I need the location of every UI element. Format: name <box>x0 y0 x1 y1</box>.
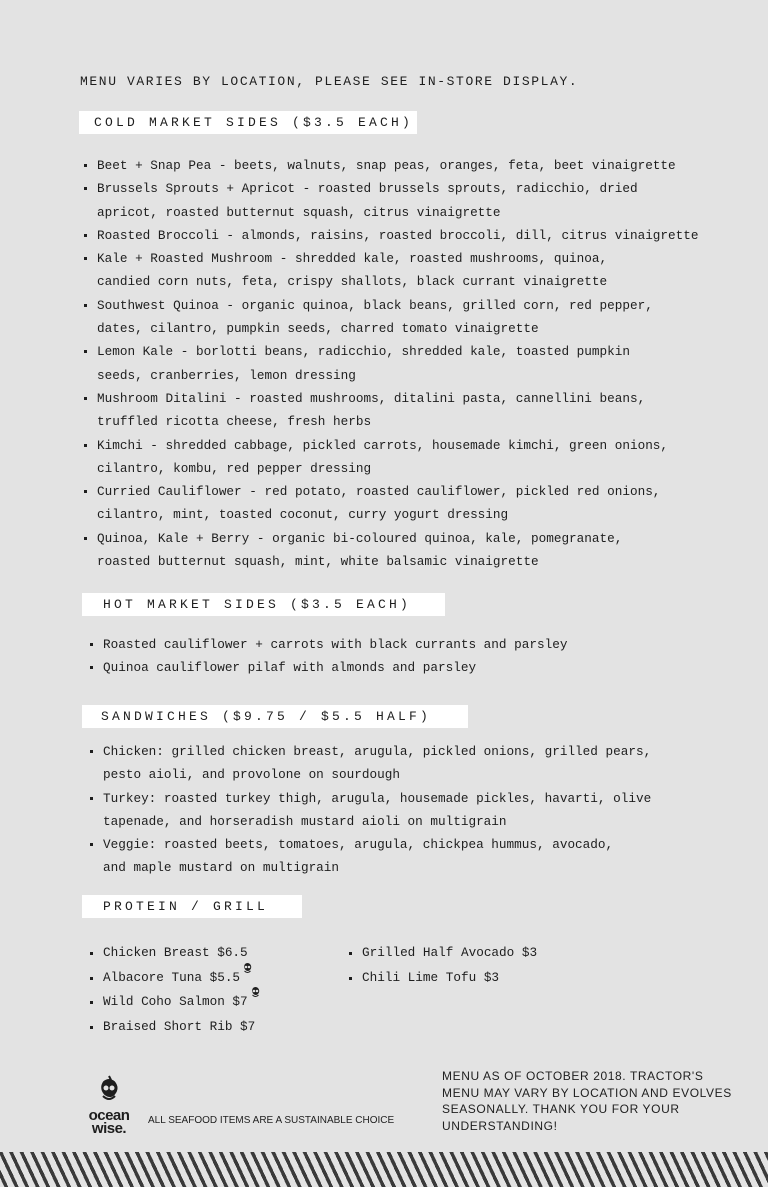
menu-item-line: truffled ricotta cheese, fresh herbs <box>97 414 372 430</box>
menu-item <box>103 740 651 787</box>
menu-item-line: Turkey: roasted turkey thigh, arugula, housemade pickles, havarti, olive <box>103 790 652 806</box>
protein-item-label: Chili Lime Tofu $3 <box>362 969 500 985</box>
location-notice: MENU VARIES BY LOCATION, PLEASE SEE IN-STORE DISPLAY. <box>80 74 579 89</box>
menu-item-line: Mushroom Ditalini - roasted mushrooms, ditalini pasta, cannellini beans, <box>97 390 646 406</box>
hot-sides-header: HOT MARKET SIDES ($3.5 EACH) <box>82 593 445 616</box>
menu-item-line: Brussels Sprouts + Apricot - roasted brussels sprouts, radicchio, dried <box>97 181 638 197</box>
seafood-note: ALL SEAFOOD ITEMS ARE A SUSTAINABLE CHOICE <box>148 1115 395 1126</box>
menu-item <box>103 833 651 880</box>
menu-item <box>97 480 699 527</box>
menu-item <box>97 224 699 247</box>
protein-list-col2 <box>362 941 537 990</box>
menu-item <box>97 154 699 177</box>
menu-item <box>103 656 567 679</box>
menu-item <box>97 387 699 434</box>
menu-item-line: and maple mustard on multigrain <box>103 860 340 876</box>
menu-item-line: Veggie: roasted beets, tomatoes, arugula, chickpea hummus, avocado, <box>103 837 614 853</box>
menu-item-line: Curried Cauliflower - red potato, roasted cauliflower, pickled red onions, <box>97 484 661 500</box>
menu-item <box>97 177 699 224</box>
menu-item-line: Quinoa cauliflower pilaf with almonds and parsley <box>103 660 477 676</box>
menu-disclaimer: MENU AS OF OCTOBER 2018. TRACTOR'S MENU MAY VARY BY LOCATION AND EVOLVES SEASONALLY. THANK YOU FOR YOUR UNDERSTANDING! <box>442 1069 732 1133</box>
menu-item <box>97 340 699 387</box>
menu-item <box>103 787 651 834</box>
protein-item-label: Albacore Tuna $5.5 <box>103 969 241 985</box>
protein-item <box>103 941 262 966</box>
protein-item <box>362 941 537 966</box>
protein-item <box>103 966 262 991</box>
menu-item <box>103 633 567 656</box>
menu-item-line: cilantro, mint, toasted coconut, curry yogurt dressing <box>97 507 509 523</box>
ocean-wise-logo <box>84 1074 134 1135</box>
menu-item <box>97 247 699 294</box>
menu-item-line: Chicken: grilled chicken breast, arugula, pickled onions, grilled pears, <box>103 744 652 759</box>
protein-item-label: Braised Short Rib $7 <box>103 1018 256 1034</box>
ocean-wise-word-1: ocean <box>88 1107 130 1124</box>
menu-item-line: candied corn nuts, feta, crispy shallots, black currant vinaigrette <box>97 274 608 290</box>
cold-sides-header: COLD MARKET SIDES ($3.5 EACH) <box>79 111 417 134</box>
menu-item-line: dates, cilantro, pumpkin seeds, charred tomato vinaigrette <box>97 321 539 337</box>
menu-item-line: seeds, cranberries, lemon dressing <box>97 367 356 383</box>
protein-item-label: Chicken Breast $6.5 <box>103 945 248 960</box>
hot-sides-list <box>103 633 567 680</box>
menu-item <box>97 527 699 574</box>
ocean-wise-icon <box>249 984 262 1009</box>
menu-item-line: Lemon Kale - borlotti beans, radicchio, shredded kale, toasted pumpkin <box>97 344 630 360</box>
menu-item-line: Quinoa, Kale + Berry - organic bi-coloured quinoa, kale, pomegranate, <box>97 530 623 546</box>
ocean-wise-word-2: wise. <box>91 1120 127 1137</box>
protein-list-col1 <box>103 941 262 1039</box>
protein-item-label: Grilled Half Avocado $3 <box>362 945 538 960</box>
ocean-wise-icon <box>241 960 254 985</box>
ocean-wise-fish-icon <box>96 1074 122 1104</box>
menu-item-line: Southwest Quinoa - organic quinoa, black beans, grilled corn, red pepper, <box>97 297 653 313</box>
menu-item-line: Beet + Snap Pea - beets, walnuts, snap peas, oranges, feta, beet vinaigrette <box>97 158 676 173</box>
menu-item-line: cilantro, kombu, red pepper dressing <box>97 460 372 476</box>
striped-footer-border <box>0 1152 768 1187</box>
menu-item-line: roasted butternut squash, mint, white balsamic vinaigrette <box>97 554 539 570</box>
cold-sides-list <box>97 154 699 573</box>
menu-item <box>97 294 699 341</box>
protein-item <box>103 1015 262 1040</box>
protein-item <box>103 990 262 1015</box>
menu-item <box>97 434 699 481</box>
protein-header: PROTEIN / GRILL <box>82 895 302 918</box>
sandwiches-list <box>103 740 651 880</box>
menu-item-line: tapenade, and horseradish mustard aioli on multigrain <box>103 813 507 829</box>
menu-item-line: Kale + Roasted Mushroom - shredded kale, roasted mushrooms, quinoa, <box>97 251 608 267</box>
menu-item-line: pesto aioli, and provolone on sourdough <box>103 767 400 783</box>
menu-item-line: apricot, roasted butternut squash, citrus vinaigrette <box>97 204 501 220</box>
menu-item-line: Kimchi - shredded cabbage, pickled carrots, housemade kimchi, green onions, <box>97 437 669 453</box>
sandwiches-header: SANDWICHES ($9.75 / $5.5 HALF) <box>82 705 468 728</box>
menu-item-line: Roasted cauliflower + carrots with black currants and parsley <box>103 637 568 652</box>
protein-item-label: Wild Coho Salmon $7 <box>103 994 248 1010</box>
menu-item-line: Roasted Broccoli - almonds, raisins, roasted broccoli, dill, citrus vinaigrette <box>97 227 699 243</box>
protein-item <box>362 966 537 991</box>
